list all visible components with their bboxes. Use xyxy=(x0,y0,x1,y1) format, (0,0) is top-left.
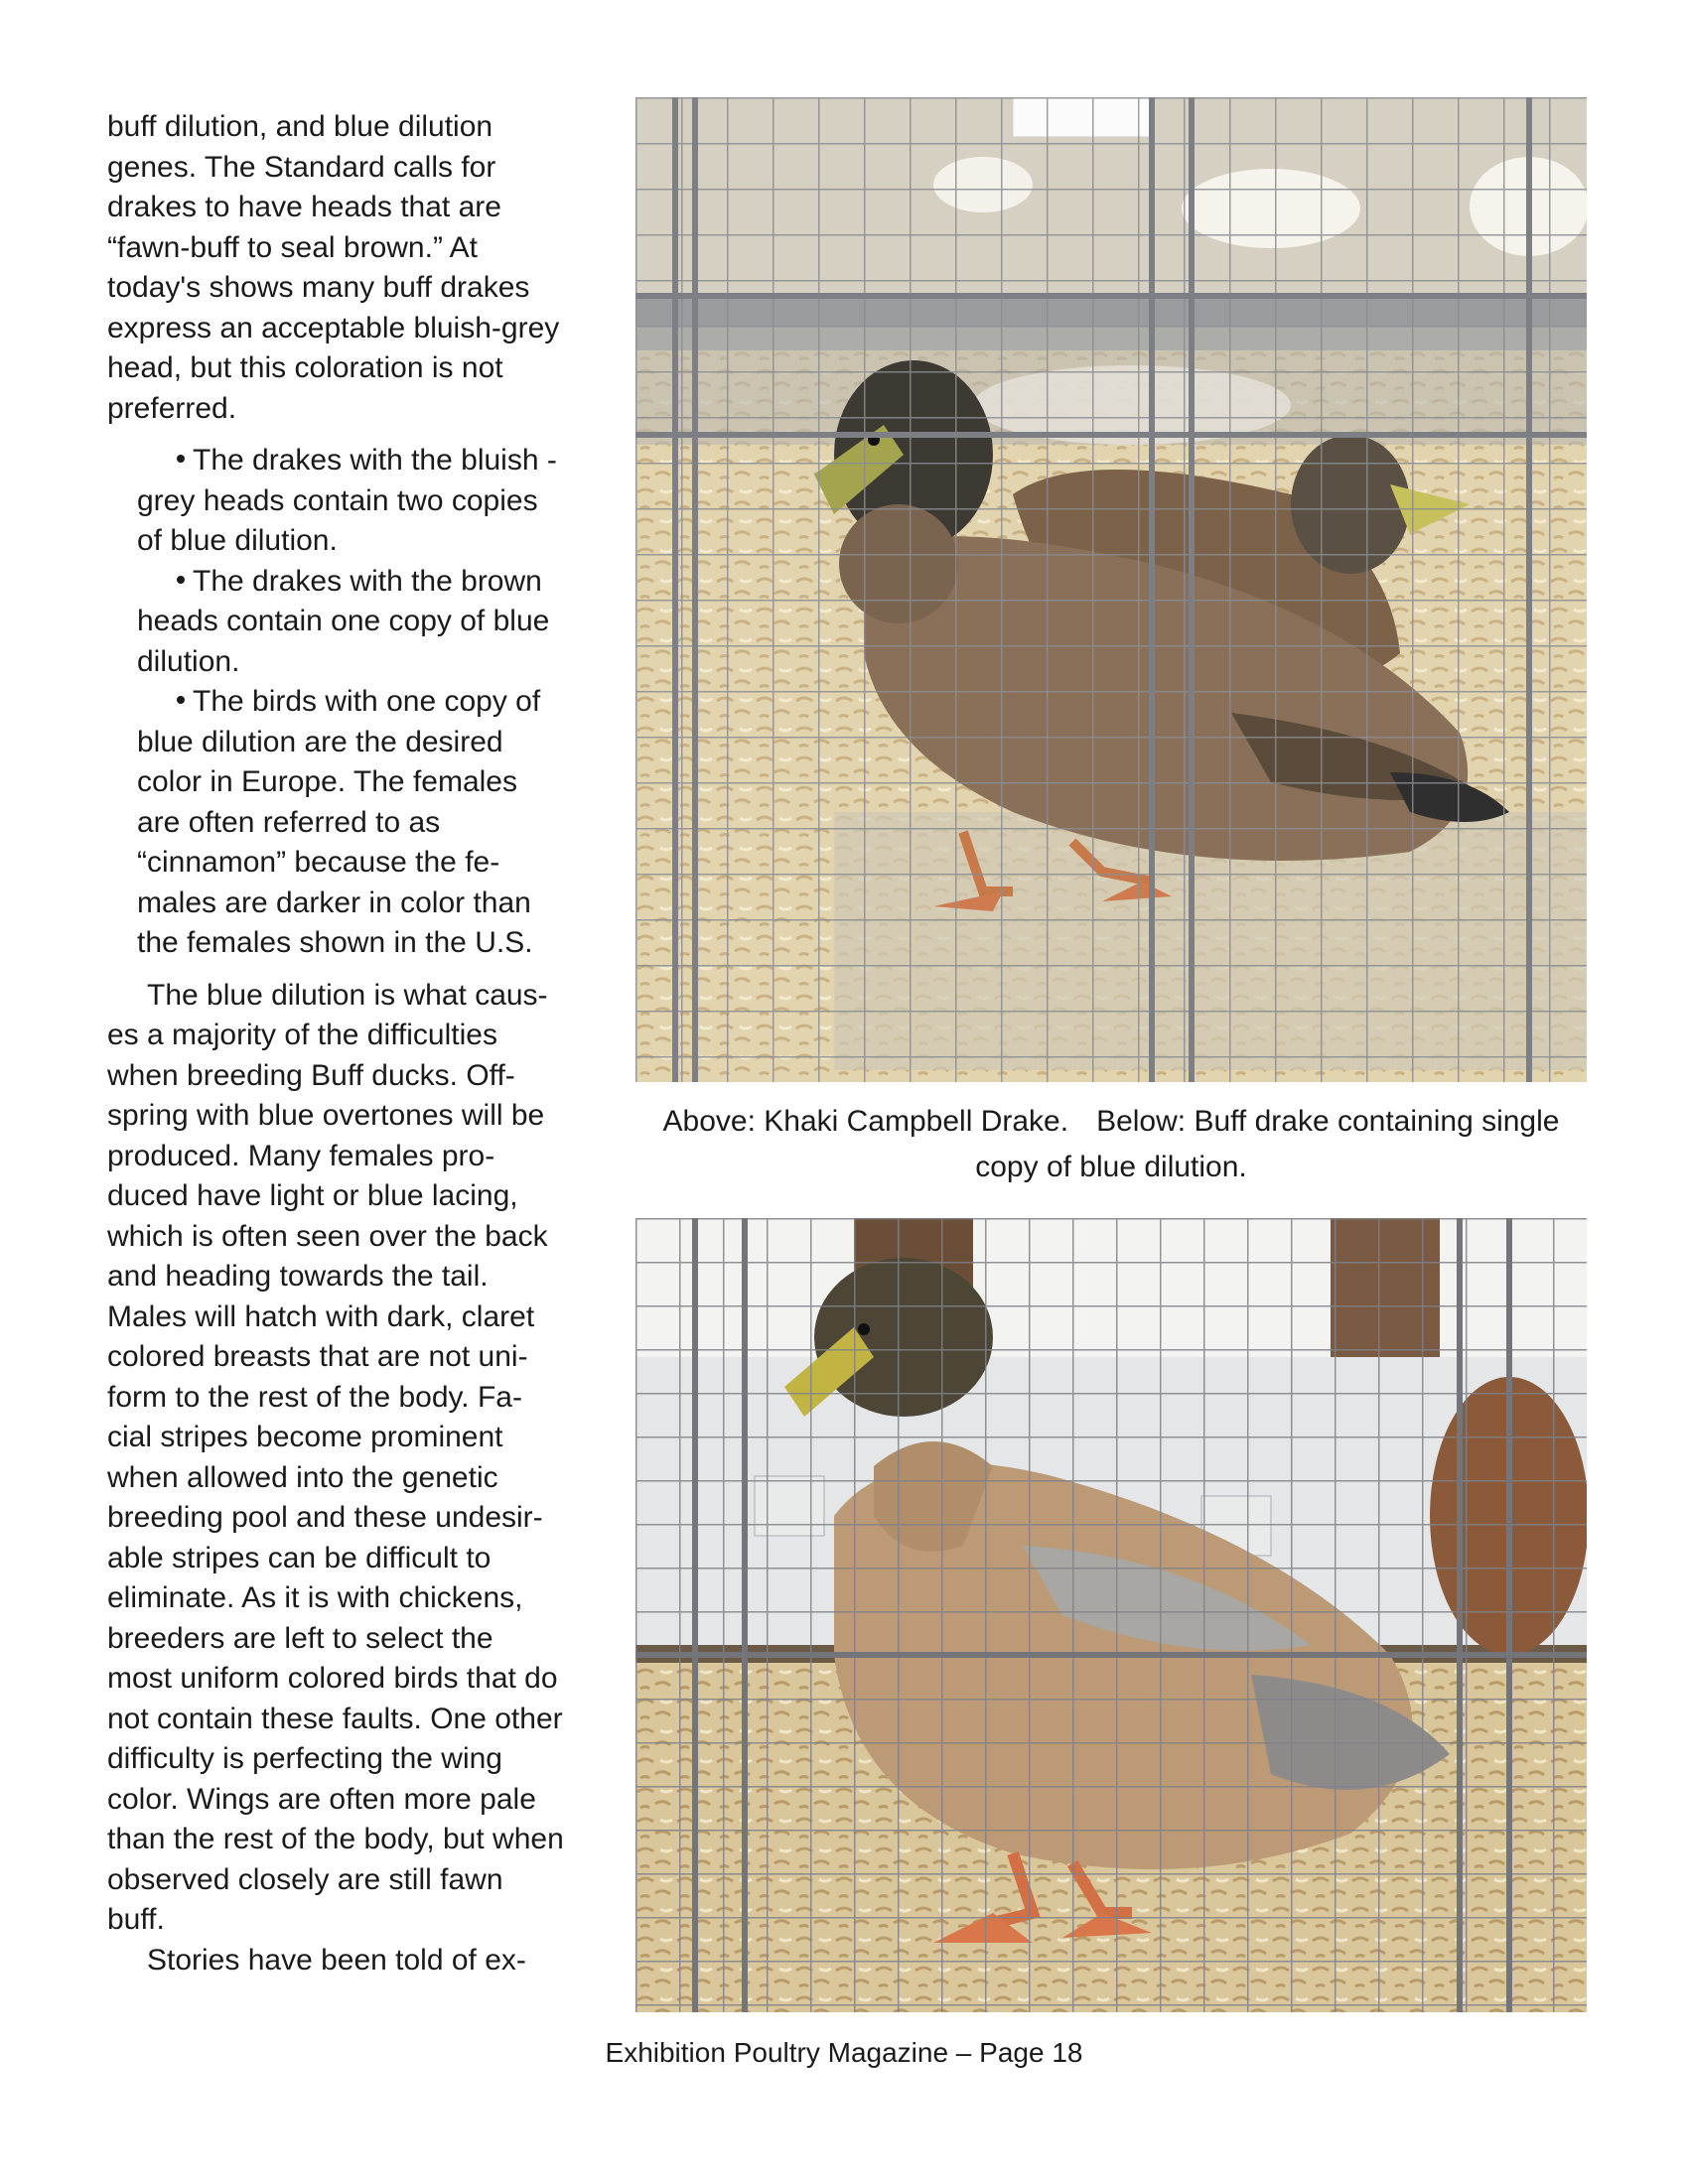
bullet-item xyxy=(137,441,564,562)
buff-drake-photo xyxy=(635,1218,1587,2012)
bullet-item xyxy=(137,682,564,964)
page-footer: Exhibition Poultry Magazine – Page 18 xyxy=(605,2037,1083,2068)
bullet-icon xyxy=(177,696,185,704)
bullet-text: The birds with one copy of blue dilution are the desired color in Europe. The females are often referred to as “cinnamon” because the fe-males are darker in color than the females shown in the U.S. xyxy=(137,685,541,959)
caption-below: Below: Buff drake containing single copy of blue dilution. xyxy=(975,1105,1560,1183)
article-text-column xyxy=(107,107,564,1980)
bullet-item xyxy=(137,562,564,683)
duck-in-cage-image xyxy=(635,97,1587,1082)
bullet-text: The drakes with the bluish -grey heads contain two copies of blue dilution. xyxy=(137,444,557,557)
photo-caption xyxy=(635,1099,1587,1190)
duck-in-cage-image xyxy=(635,1218,1587,2012)
bullet-icon xyxy=(177,576,185,584)
bullet-icon xyxy=(177,455,185,463)
caption-above: Above: Khaki Campbell Drake. xyxy=(662,1105,1069,1138)
bullet-list xyxy=(107,441,564,964)
bullet-text: The drakes with the brown heads contain one copy of blue dilution. xyxy=(137,564,550,678)
khaki-campbell-drake-photo xyxy=(635,97,1587,1082)
article-paragraph-2: The blue dilution is what caus-es a majority of the difficulties when breeding Buff ducks. Off-spring with blue overtones will be produced. Many females pro-duced have light or blue lacing, which is often seen over the back and heading towards the tail. Males will hatch with dark, claret colored breasts that are not uni-form to the rest of the body. Fa-cial stripes become prominent when allowed into the genetic breeding pool and these undesir-able stripes can be difficult to eliminate. As it is with chickens, breeders are left to select the most uniform colored birds that do not contain these faults. One other difficulty is perfecting the wing color. Wings are often more pale than the rest of the body, but when observed closely are still fawn buff. xyxy=(107,978,564,1936)
article-paragraph-1: buff dilution, and blue dilution genes. The Standard calls for drakes to have heads that are “fawn-buff to seal brown.” At today's shows many buff drakes express an acceptable bluish-grey head, but this coloration is not preferred. xyxy=(107,110,560,425)
article-paragraph-3: Stories have been told of ex- xyxy=(147,1943,526,1977)
